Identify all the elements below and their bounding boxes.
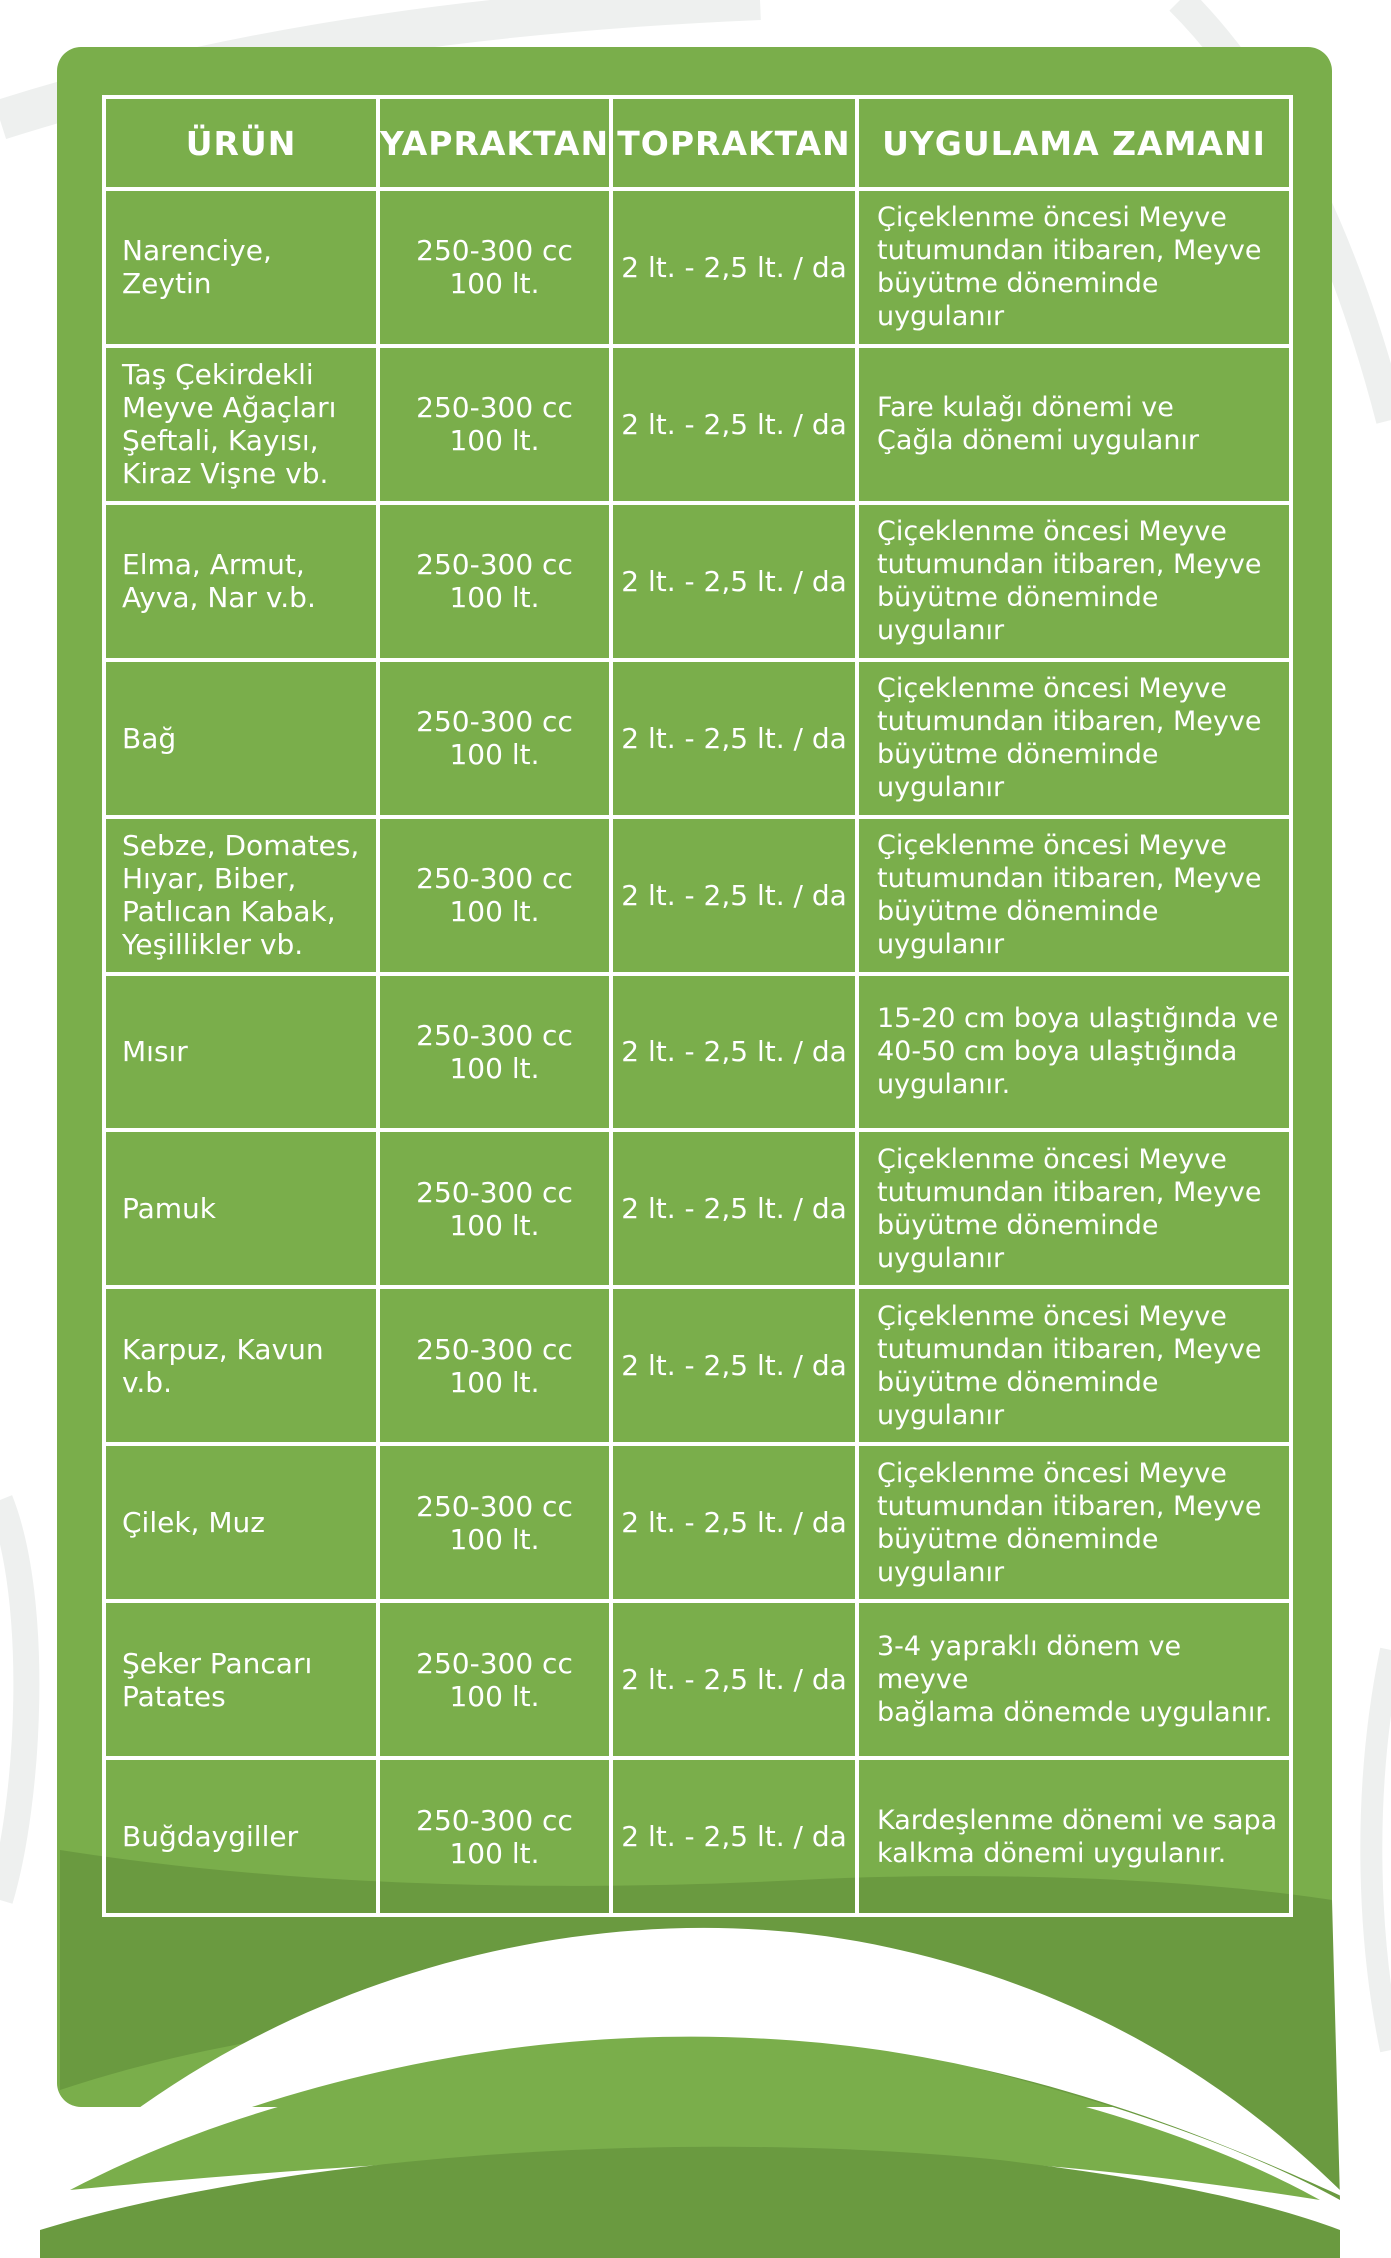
- cell-yapraktan-line: 100 lt.: [449, 1836, 540, 1870]
- cell-uygulama-zamani-line: büyütme döneminde uygulanır: [877, 1523, 1159, 1588]
- cell-urun-line: Patlıcan Kabak,: [122, 895, 336, 929]
- cell-yapraktan: [378, 817, 611, 974]
- cell-yapraktan-line: 250-300 cc: [416, 1489, 573, 1523]
- header-yapraktan: YAPRAKTAN: [378, 97, 611, 189]
- cell-yapraktan: [378, 189, 611, 346]
- header-uygulama-zamani: UYGULAMA ZAMANI: [857, 97, 1291, 189]
- cell-uygulama-zamani-line: Çiçeklenme öncesi Meyve: [877, 516, 1227, 548]
- cell-uygulama-zamani: [857, 503, 1291, 660]
- cell-urun: [104, 346, 378, 503]
- cell-yapraktan-line: 250-300 cc: [416, 548, 573, 582]
- cell-topraktan: 2 lt. - 2,5 lt. / da: [611, 1758, 857, 1915]
- header-urun: ÜRÜN: [104, 97, 378, 189]
- cell-urun-line: Ayva, Nar v.b.: [122, 581, 316, 615]
- cell-urun: [104, 1444, 378, 1601]
- cell-yapraktan: [378, 503, 611, 660]
- cell-urun: [104, 660, 378, 817]
- cell-uygulama-zamani-line: büyütme döneminde uygulanır: [877, 268, 1159, 333]
- cell-topraktan: 2 lt. - 2,5 lt. / da: [611, 1444, 857, 1601]
- cell-uygulama-zamani: [857, 346, 1291, 503]
- cell-uygulama-zamani-line: kalkma dönemi uygulanır.: [877, 1837, 1227, 1869]
- cell-uygulama-zamani-line: Çiçeklenme öncesi Meyve: [877, 202, 1227, 234]
- cell-topraktan: 2 lt. - 2,5 lt. / da: [611, 660, 857, 817]
- cell-uygulama-zamani: [857, 1130, 1291, 1287]
- cell-urun: [104, 1287, 378, 1444]
- cell-yapraktan-line: 250-300 cc: [416, 1332, 573, 1366]
- cell-urun-line: Patates: [122, 1679, 226, 1713]
- cell-urun-line: Yeşillikler vb.: [122, 928, 304, 962]
- table-row: [104, 346, 1291, 503]
- cell-uygulama-zamani-line: tutumundan itibaren, Meyve: [877, 1176, 1262, 1208]
- cell-urun: [104, 189, 378, 346]
- cell-urun-line: Sebze, Domates,: [122, 829, 360, 863]
- cell-yapraktan: [378, 974, 611, 1131]
- cell-yapraktan: [378, 1130, 611, 1287]
- cell-yapraktan-line: 100 lt.: [449, 738, 540, 772]
- cell-uygulama-zamani-line: büyütme döneminde uygulanır: [877, 896, 1159, 961]
- table-row: [104, 503, 1291, 660]
- cell-yapraktan: [378, 346, 611, 503]
- cell-uygulama-zamani-line: Çağla dönemi uygulanır: [877, 425, 1200, 457]
- cell-uygulama-zamani-line: 40-50 cm boya ulaştığında: [877, 1036, 1238, 1068]
- cell-urun-line: Bağ: [122, 721, 177, 755]
- table-row: [104, 1758, 1291, 1915]
- cell-uygulama-zamani-line: Çiçeklenme öncesi Meyve: [877, 1143, 1227, 1175]
- application-table: [102, 95, 1293, 1917]
- cell-yapraktan-line: 100 lt.: [449, 1051, 540, 1085]
- cell-yapraktan-line: 100 lt.: [449, 895, 540, 929]
- table-row: [104, 1444, 1291, 1601]
- cell-uygulama-zamani: [857, 817, 1291, 974]
- cell-urun-line: Kiraz Vişne vb.: [122, 457, 329, 491]
- table-header-row: [104, 97, 1291, 189]
- cell-uygulama-zamani-line: büyütme döneminde uygulanır: [877, 1209, 1159, 1274]
- cell-uygulama-zamani-line: uygulanır.: [877, 1069, 1011, 1101]
- cell-yapraktan-line: 100 lt.: [449, 1208, 540, 1242]
- cell-uygulama-zamani: [857, 1758, 1291, 1915]
- cell-uygulama-zamani-line: 15-20 cm boya ulaştığında ve: [877, 1003, 1279, 1035]
- cell-uygulama-zamani: [857, 1444, 1291, 1601]
- cell-yapraktan: [378, 1758, 611, 1915]
- cell-yapraktan: [378, 1601, 611, 1758]
- cell-topraktan: 2 lt. - 2,5 lt. / da: [611, 817, 857, 974]
- cell-uygulama-zamani-line: Kardeşlenme dönemi ve sapa: [877, 1804, 1278, 1836]
- table-row: [104, 1601, 1291, 1758]
- cell-uygulama-zamani-line: Çiçeklenme öncesi Meyve: [877, 1457, 1227, 1489]
- cell-urun: [104, 1758, 378, 1915]
- cell-topraktan: 2 lt. - 2,5 lt. / da: [611, 1130, 857, 1287]
- table-row: [104, 1130, 1291, 1287]
- header-topraktan: TOPRAKTAN: [611, 97, 857, 189]
- cell-topraktan: 2 lt. - 2,5 lt. / da: [611, 1601, 857, 1758]
- cell-topraktan: 2 lt. - 2,5 lt. / da: [611, 1287, 857, 1444]
- cell-urun-line: Meyve Ağaçları: [122, 391, 337, 425]
- cell-uygulama-zamani: [857, 1287, 1291, 1444]
- cell-uygulama-zamani: [857, 660, 1291, 817]
- cell-uygulama-zamani-line: 3-4 yapraklı dönem ve meyve: [877, 1631, 1182, 1696]
- cell-topraktan: 2 lt. - 2,5 lt. / da: [611, 189, 857, 346]
- cell-yapraktan-line: 100 lt.: [449, 1522, 540, 1556]
- cell-urun-line: Şeker Pancarı: [122, 1646, 313, 1680]
- cell-urun-line: v.b.: [122, 1365, 172, 1399]
- cell-yapraktan-line: 250-300 cc: [416, 234, 573, 268]
- cell-topraktan: 2 lt. - 2,5 lt. / da: [611, 503, 857, 660]
- cell-urun-line: Pamuk: [122, 1192, 217, 1226]
- cell-yapraktan-line: 100 lt.: [449, 581, 540, 615]
- cell-urun: [104, 1130, 378, 1287]
- cell-uygulama-zamani-line: tutumundan itibaren, Meyve: [877, 706, 1262, 738]
- cell-yapraktan-line: 100 lt.: [449, 424, 540, 458]
- cell-yapraktan-line: 250-300 cc: [416, 705, 573, 739]
- cell-uygulama-zamani: [857, 974, 1291, 1131]
- cell-uygulama-zamani-line: tutumundan itibaren, Meyve: [877, 1333, 1262, 1365]
- cell-uygulama-zamani-line: Çiçeklenme öncesi Meyve: [877, 1300, 1227, 1332]
- cell-urun-line: Hıyar, Biber,: [122, 862, 297, 896]
- cell-urun-line: Taş Çekirdekli: [122, 358, 314, 392]
- cell-yapraktan-line: 100 lt.: [449, 1365, 540, 1399]
- cell-yapraktan-line: 250-300 cc: [416, 391, 573, 425]
- cell-yapraktan-line: 250-300 cc: [416, 1175, 573, 1209]
- cell-yapraktan-line: 250-300 cc: [416, 1018, 573, 1052]
- cell-urun: [104, 974, 378, 1131]
- cell-urun-line: Narenciye, Zeytin: [122, 234, 272, 301]
- cell-yapraktan: [378, 1287, 611, 1444]
- cell-topraktan: 2 lt. - 2,5 lt. / da: [611, 974, 857, 1131]
- cell-yapraktan: [378, 1444, 611, 1601]
- cell-uygulama-zamani-line: büyütme döneminde uygulanır: [877, 582, 1159, 647]
- cell-uygulama-zamani-line: tutumundan itibaren, Meyve: [877, 863, 1262, 895]
- cell-yapraktan-line: 100 lt.: [449, 1679, 540, 1713]
- cell-yapraktan: [378, 660, 611, 817]
- cell-urun-line: Mısır: [122, 1035, 188, 1069]
- cell-uygulama-zamani-line: tutumundan itibaren, Meyve: [877, 235, 1262, 267]
- table-row: [104, 189, 1291, 346]
- cell-uygulama-zamani-line: büyütme döneminde uygulanır: [877, 739, 1159, 804]
- cell-yapraktan-line: 250-300 cc: [416, 1646, 573, 1680]
- cell-yapraktan-line: 250-300 cc: [416, 1803, 573, 1837]
- cell-uygulama-zamani-line: büyütme döneminde uygulanır: [877, 1366, 1159, 1431]
- cell-uygulama-zamani-line: tutumundan itibaren, Meyve: [877, 549, 1262, 581]
- cell-urun-line: Buğdaygiller: [122, 1820, 299, 1854]
- cell-urun: [104, 503, 378, 660]
- cell-urun-line: Karpuz, Kavun: [122, 1332, 324, 1366]
- cell-yapraktan-line: 100 lt.: [449, 267, 540, 301]
- cell-uygulama-zamani-line: Çiçeklenme öncesi Meyve: [877, 830, 1227, 862]
- cell-urun: [104, 1601, 378, 1758]
- table-row: [104, 1287, 1291, 1444]
- cell-uygulama-zamani-line: bağlama dönemde uygulanır.: [877, 1697, 1273, 1729]
- cell-urun: [104, 817, 378, 974]
- table-row: [104, 660, 1291, 817]
- table-row: [104, 974, 1291, 1131]
- cell-uygulama-zamani-line: Çiçeklenme öncesi Meyve: [877, 673, 1227, 705]
- cell-uygulama-zamani: [857, 1601, 1291, 1758]
- cell-uygulama-zamani-line: Fare kulağı dönemi ve: [877, 392, 1174, 424]
- cell-uygulama-zamani-line: tutumundan itibaren, Meyve: [877, 1490, 1262, 1522]
- cell-yapraktan-line: 250-300 cc: [416, 862, 573, 896]
- table-row: [104, 817, 1291, 974]
- cell-urun-line: Şeftali, Kayısı,: [122, 424, 319, 458]
- cell-topraktan: 2 lt. - 2,5 lt. / da: [611, 346, 857, 503]
- cell-uygulama-zamani: [857, 189, 1291, 346]
- cell-urun-line: Elma, Armut,: [122, 548, 305, 582]
- cell-urun-line: Çilek, Muz: [122, 1506, 265, 1540]
